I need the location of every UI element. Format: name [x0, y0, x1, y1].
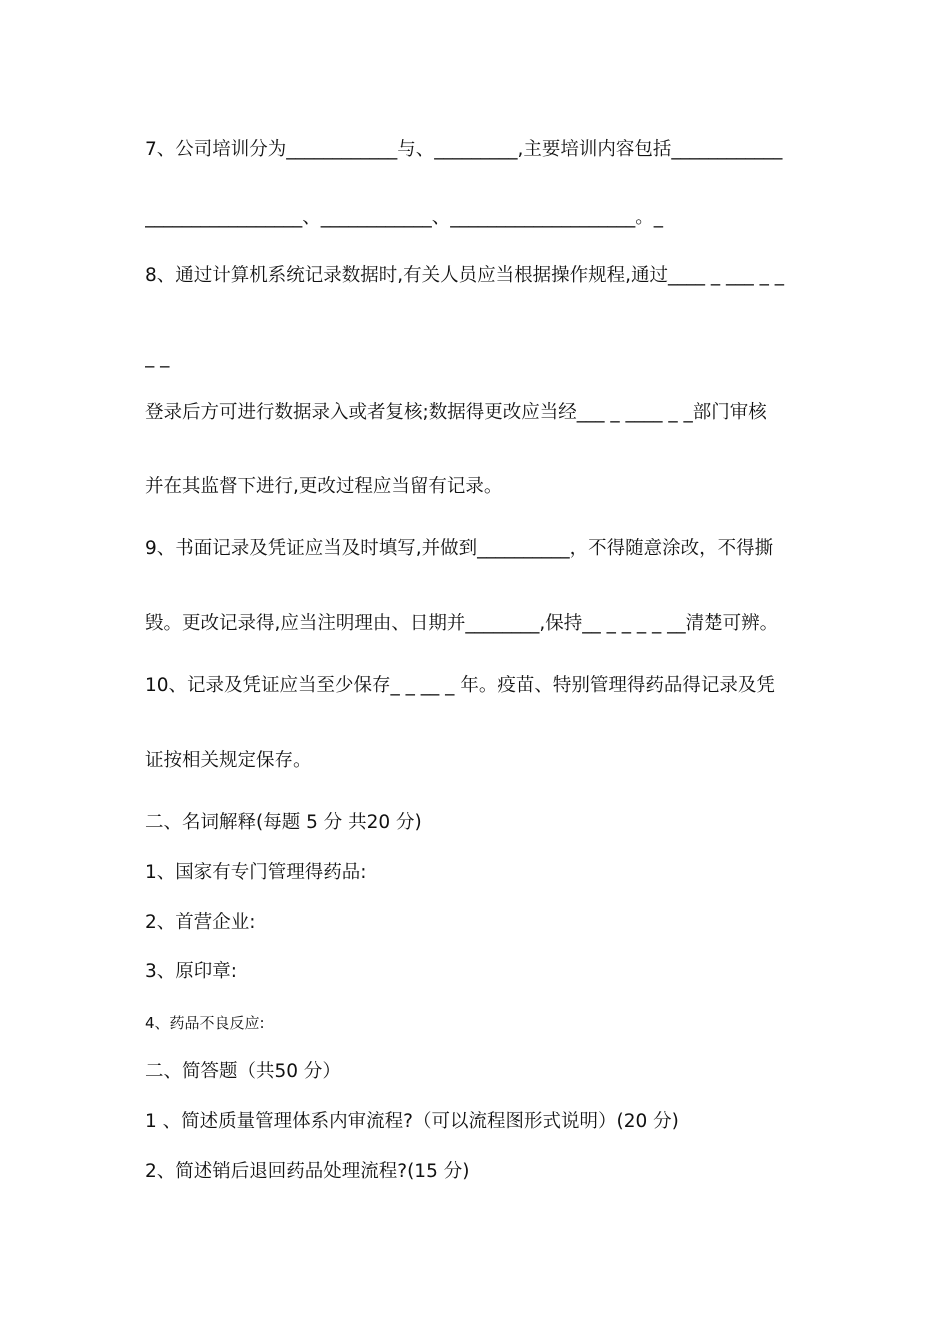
- question-7-line-2: _________________、____________、____________________。_: [145, 207, 664, 228]
- question-7-line-1: 7、公司培训分为____________与、_________,主要培训内容包括____________: [145, 139, 783, 160]
- section-heading-definitions: 二、名词解释(每题 5 分 共20 分): [145, 812, 422, 833]
- definition-item-4: 4、药品不良反应:: [145, 1014, 265, 1032]
- question-10-line-2: 证按相关规定保存。: [145, 750, 312, 771]
- question-8-line-2: _ _: [145, 347, 170, 368]
- short-answer-item-2: 2、简述销后退回药品处理流程?(15 分): [145, 1161, 470, 1182]
- question-9-line-2: 毁。更改记录得,应当注明理由、日期并________,保持__ _ _ _ _ __清楚可辨。: [145, 613, 779, 634]
- definition-item-2: 2、首营企业:: [145, 912, 256, 933]
- definition-item-3: 3、原印章:: [145, 961, 238, 982]
- definition-item-1: 1、国家有专门管理得药品:: [145, 862, 367, 883]
- question-10-line-1: 10、记录及凭证应当至少保存_ _ __ _ 年。疫苗、特别管理得药品得记录及凭: [145, 675, 775, 696]
- question-8-line-1: 8、通过计算机系统记录数据时,有关人员应当根据操作规程,通过____ _ ___ _ _: [145, 265, 785, 286]
- question-9-line-1: 9、书面记录及凭证应当及时填写,并做到__________，不得随意涂改，不得撕: [145, 538, 774, 559]
- short-answer-item-1: 1 、简述质量管理体系内审流程?（可以流程图形式说明）(20 分): [145, 1111, 679, 1132]
- question-8-line-4: 并在其监督下进行,更改过程应当留有记录。: [145, 476, 503, 497]
- question-8-line-3: 登录后方可进行数据录入或者复核;数据得更改应当经___ _ ____ _ _部门审核: [145, 402, 767, 423]
- section-heading-short-answer: 二、简答题（共50 分）: [145, 1061, 341, 1082]
